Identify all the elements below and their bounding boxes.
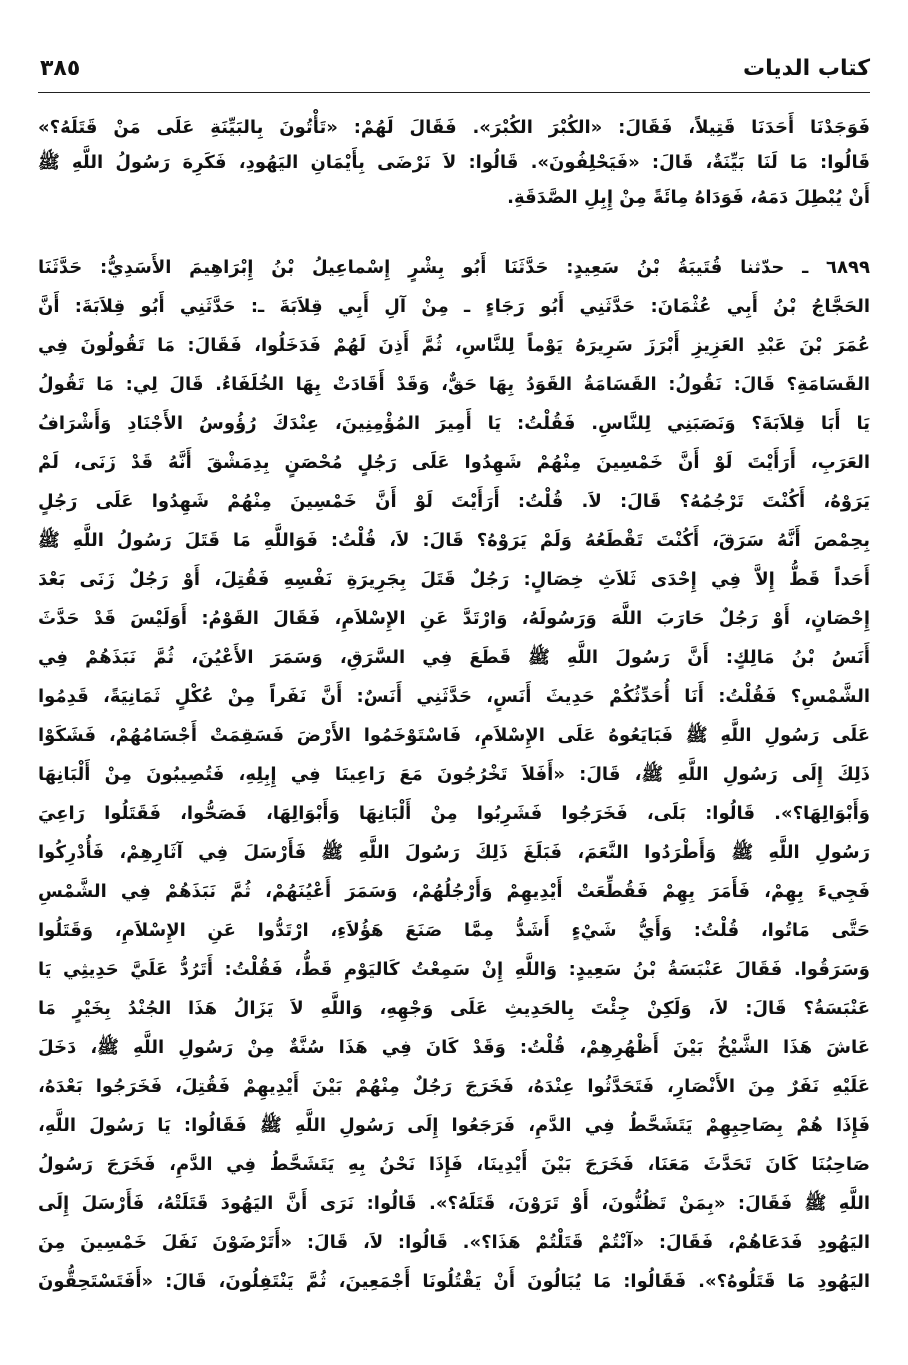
text-line: اللَّهِ ﷺ فَقَالَ: «بِمَنْ تَظُنُّونَ، أَوْ تَرَوْنَ، قَتَلَهُ؟». قَالُوا: نَرَى أَنَّ اليَهُودَ قَتَلَتْهُ، فَأَرْسَلَ إِلَى — [38, 1193, 870, 1214]
page-header — [40, 52, 870, 92]
paragraph-continuation — [38, 110, 870, 215]
text-line: فَإِذَا هُمْ بِصَاحِبِهِمْ يَتَشَحَّطُ فِي الدَّمِ، فَرَجَعُوا إِلَى رَسُولِ اللَّهِ ﷺ فَقَالُوا: يَا رَسُولَ اللَّهِ، — [38, 1115, 870, 1136]
text-line: عَلَيْهِ نَفَرٌ مِنَ الأَنْصَارِ، فَتَحَدَّثُوا عِنْدَهُ، فَخَرَجَ رَجُلٌ مِنْهُمْ بَيْنَ أَيْدِيهِمْ فَقُتِلَ، فَخَرَجُوا بَعْدَهُ، — [38, 1076, 870, 1097]
text-line: رَسُولِ اللَّهِ ﷺ وَأَطْرَدُوا النَّعَمَ، فَبَلَغَ ذَلِكَ رَسُولَ اللَّهِ ﷺ فَأَرْسَلَ فِي آثَارِهِمْ، فَأُدْرِكُوا — [38, 842, 870, 863]
text-line: أَنَسُ بْنُ مَالِكٍ: أَنَّ رَسُولَ اللَّهِ ﷺ قَطَعَ فِي السَّرَقِ، وَسَمَرَ الأَعْيُنَ، ثُمَّ نَبَذَهُمْ فِي — [38, 647, 870, 668]
chapter-title: كتاب الديات — [743, 56, 870, 81]
text-line: عَلَى رَسُولِ اللَّهِ ﷺ فَبَايَعُوهُ عَلَى الإِسْلاَمِ، فَاسْتَوْخَمُوا الأَرْضَ فَسَقِمَتْ أَجْسَامُهُمْ، فَشَكَوْا — [38, 725, 870, 746]
text-line: حَتَّى مَاتُوا، قُلْتُ: وَأَيُّ شَيْءٍ أَشَدُّ مِمَّا صَنَعَ هَؤُلاَءِ، ارْتَدُّوا عَنِ الإِسْلاَمِ، وَقَتَلُوا — [38, 920, 870, 941]
text-line: ذَلِكَ إِلَى رَسُولِ اللَّهِ ﷺ، قَالَ: «أَفَلاَ تَخْرُجُونَ مَعَ رَاعِينَا فِي إِبِلِهِ، فَتُصِيبُونَ مِنْ أَلْبَانِهَا — [38, 764, 870, 785]
text-line: اليَهُودِ فَدَعَاهُمْ، فَقَالَ: «آنْتُمْ قَتَلْتُمْ هَذَا؟». قَالُوا: لاَ، قَالَ: «أَتَرْضَوْنَ نَفَلَ خَمْسِينَ مِنَ — [38, 1232, 870, 1253]
hadith-6899-paragraph — [38, 248, 870, 1301]
text-line: عَاشَ هَذَا الشَّيْخُ بَيْنَ أَظْهُرِهِمْ، قُلْتُ: وَقَدْ كَانَ فِي هَذَا سُنَّةٌ مِنْ رَسُولِ اللَّهِ ﷺ، دَخَلَ — [38, 1037, 870, 1058]
text-line: أَحَداً قَطُّ إِلاَّ فِي إِحْدَى ثَلاَثِ خِصَالٍ: رَجُلٌ قَتَلَ بِجَرِيرَةِ نَفْسِهِ فَقُتِلَ، أَوْ رَجُلٌ زَنَى بَعْدَ — [38, 569, 870, 590]
text-line: يَا أَبَا قِلاَبَةَ؟ وَنَصَبَنِي لِلنَّاسِ. فَقُلْتُ: يَا أَمِيرَ المُؤْمِنِينَ، عِنْدَكَ رُؤُوسُ الأَجْنَادِ وَأَشْرَافُ — [38, 413, 870, 434]
page-number: ٣٨٥ — [40, 56, 81, 81]
text-line: ٦٨٩٩ ـ حدّثنا قُتَيبَةُ بْنُ سَعِيدٍ: حَدَّثَنَا أَبُو بِشْرٍ إِسْماعِيلُ بْنُ إِبْرَاهِيمَ الأَسَدِيُّ: حَدَّثَنَا — [38, 257, 870, 278]
header-divider — [38, 92, 870, 93]
text-line: بِحِمْصَ أَنَّهُ سَرَقَ، أَكُنْتَ تَقْطَعُهُ وَلَمْ يَرَوْهُ؟ قَالَ: لاَ، قُلْتُ: فَوَاللَّهِ مَا قَتَلَ رَسُولُ اللَّهِ ﷺ — [38, 530, 870, 551]
text-line: عَنْبَسَةُ؟ قَالَ: لاَ، وَلَكِنْ جِئْتَ بِالحَدِيثِ عَلَى وَجْهِهِ، وَاللَّهِ لاَ يَزَالُ هَذَا الجُنْدُ بِخَيْرٍ مَا — [38, 998, 870, 1019]
text-line: قَالُوا: مَا لَنَا بَيِّنَةٌ، قَالَ: «فَيَحْلِفُونَ». قَالُوا: لاَ نَرْضَى بِأَيْمَانِ اليَهُودِ، فَكَرِهَ رَسُولُ اللَّهِ ﷺ — [38, 152, 870, 173]
text-line: إِحْصَانٍ، أَوْ رَجُلٌ حَارَبَ اللَّهَ وَرَسُولَهُ، وَارْتَدَّ عَنِ الإِسْلاَمِ، فَقَالَ القَوْمُ: أَوَلَيْسَ قَدْ حَدَّثَ — [38, 608, 870, 629]
text-line: يَرَوْهُ، أَكُنْتَ تَرْجُمُهُ؟ قَالَ: لاَ. قُلْتُ: أَرَأَيْتَ لَوْ أَنَّ خَمْسِينَ مِنْهُمْ شَهِدُوا عَلَى رَجُلٍ — [38, 491, 870, 512]
text-line: وَسَرَقُوا. فَقَالَ عَنْبَسَةُ بْنُ سَعِيدٍ: وَاللَّهِ إِنْ سَمِعْتُ كَاليَوْمِ قَطُّ، فَقُلْتُ: أَتَرُدُّ عَلَيَّ حَدِيثِي يَا — [38, 959, 870, 980]
text-line: أَنْ يُبْطِلَ دَمَهُ، فَوَدَاهُ مِائَةً مِنْ إِبِلِ الصَّدَقَةِ. — [507, 187, 870, 208]
text-line: العَرَبِ، أَرَأَيْتَ لَوْ أَنَّ خَمْسِينَ مِنْهُمْ شَهِدُوا عَلَى رَجُلٍ مُحْصَنٍ بِدِمَشْقَ أَنَّهُ قَدْ زَنَى، لَمْ — [38, 452, 870, 473]
text-line: القَسَامَةِ؟ قَالَ: نَقُولُ: القَسَامَةُ القَوَدُ بِهَا حَقٌّ، وَقَدْ أَقَادَتْ بِهَا الخُلَفَاءُ. قَالَ لِي: مَا تَقُولُ — [38, 374, 870, 395]
text-line: الشَّمْسِ؟ فَقُلْتُ: أَنَا أُحَدِّثُكُمْ حَدِيثَ أَنَسٍ، حَدَّثَنِي أَنَسٌ: أَنَّ نَفَراً مِنْ عُكْلٍ ثَمَانِيَةً، قَدِمُوا — [38, 686, 870, 707]
text-line: صَاحِبُنَا كَانَ تَحَدَّثَ مَعَنَا، فَخَرَجَ بَيْنَ أَيْدِينَا، فَإِذَا نَحْنُ بِهِ يَتَشَحَّطُ فِي الدَّمِ، فَخَرَجَ رَسُولُ — [38, 1154, 870, 1175]
text-line: الحَجَّاجُ بْنُ أَبِي عُثْمَانَ: حَدَّثَنِي أَبُو رَجَاءٍ ـ مِنْ آلِ أَبِي قِلاَبَةَ ـ: حَدَّثَنِي أَبُو قِلاَبَةَ: أَنَّ — [38, 296, 870, 317]
text-line: عُمَرَ بْنَ عَبْدِ العَزِيزِ أَبْرَزَ سَرِيرَهُ يَوْماً لِلنَّاسِ، ثُمَّ أَذِنَ لَهُمْ فَدَخَلُوا، فَقَالَ: مَا تَقُولُونَ فِي — [38, 335, 870, 356]
text-line: فَجِيءَ بِهِمْ، فَأَمَرَ بِهِمْ فَقُطِّعَتْ أَيْدِيهِمْ وَأَرْجُلُهُمْ، وَسَمَرَ أَعْيُنَهُمْ، ثُمَّ نَبَذَهُمْ فِي الشَّمْسِ — [38, 881, 870, 902]
text-line: اليَهُودِ مَا قَتَلُوهُ؟». فَقَالُوا: مَا يُبَالُونَ أَنْ يَقْتُلُونَا أَجْمَعِينَ، ثُمَّ يَنْتَفِلُونَ، قَالَ: «أَفَتَسْتَحِقُّونَ — [38, 1271, 870, 1292]
text-line: فَوَجَدْنَا أَحَدَنَا قَتِيلاً، فَقَالَ: «الكُبْرَ الكُبْرَ». فَقَالَ لَهُمْ: «تَأْتُونَ بِالبَيِّنَةِ عَلَى مَنْ قَتَلَهُ؟» — [38, 117, 870, 138]
text-line: وَأَبْوَالِهَا؟». قَالُوا: بَلَى، فَخَرَجُوا فَشَرِبُوا مِنْ أَلْبَانِهَا وَأَبْوَالِهَا، فَصَحُّوا، فَقَتَلُوا رَاعِيَ — [38, 803, 870, 824]
